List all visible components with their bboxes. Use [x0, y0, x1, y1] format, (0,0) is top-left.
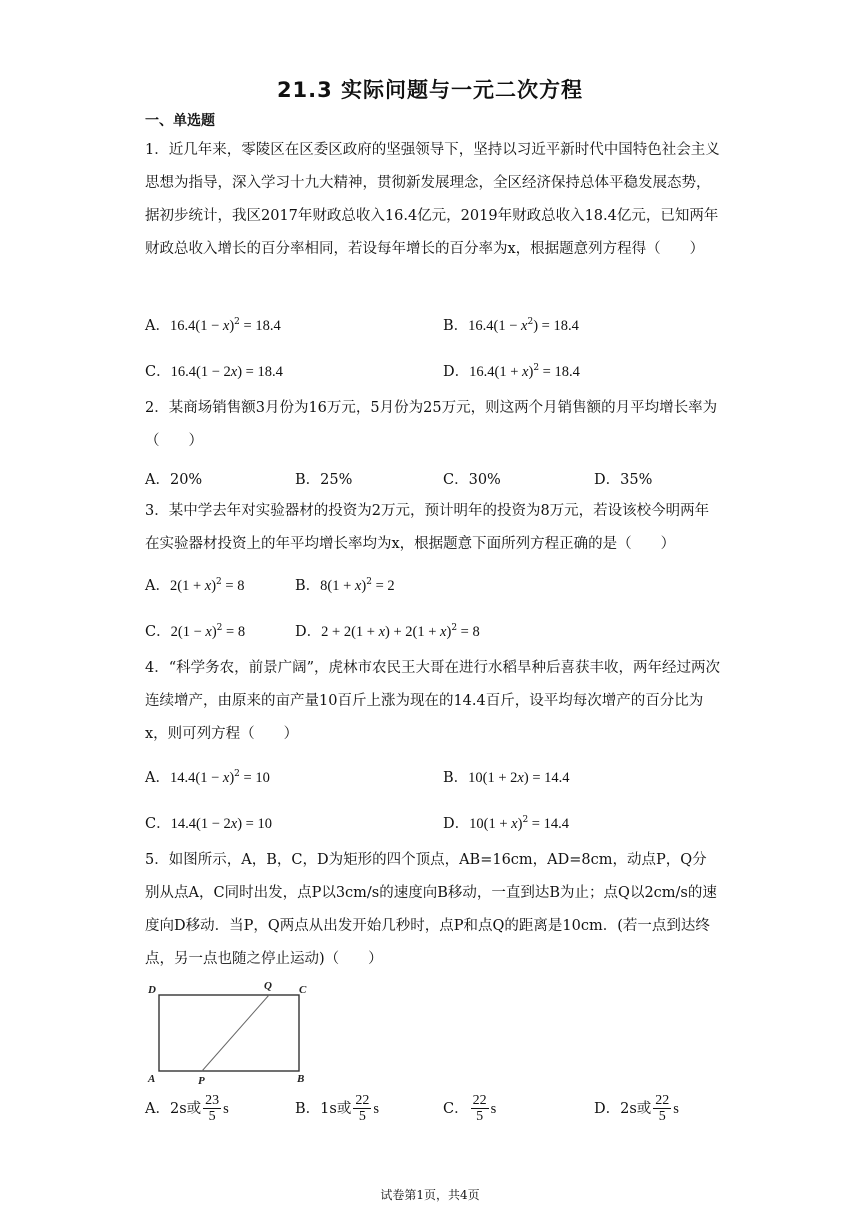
q5-option-c[interactable]: C． $\frac{22}{5}$ s	[443, 1093, 497, 1124]
q4-option-d[interactable]: D．$10(1 + x)^2 = 14.4$	[443, 815, 569, 832]
question-5-text: 5．如图所示，A，B，C，D为矩形的四个顶点，AB=16cm，AD=8cm，动点P，Q分别从点A，C同时出发，点P以3cm/s的速度向B移动，一直到达B为止；点Q以2cm/s的速度向D移动．当P，Q两点从出发开始几秒时，点P和点Q的距离是10cm．(若一点到达终点，另一点也随之停止运动)（ ）	[145, 852, 717, 967]
q3-option-b[interactable]: B．$8(1 + x)^2 = 2$	[295, 577, 395, 594]
label-c: C	[299, 984, 307, 996]
label-d: D	[148, 984, 156, 996]
question-4-text: 4．“科学务农，前景广阔”，虎林市农民王大哥在进行水稻旱种后喜获丰收，两年经过两次连续增产，由原来的亩产量10百斤上涨为现在的14.4百斤，设平均每次增产的百分比为x，则可列方程（ ）	[145, 660, 721, 742]
segment-pq	[202, 995, 269, 1071]
q3-option-a[interactable]: A．$2(1 + x)^2 = 8$	[145, 577, 245, 594]
q1-option-d[interactable]: D．$16.4(1 + x)^2 = 18.4$	[443, 363, 580, 380]
rectangle-diagram	[145, 978, 315, 1088]
q5-option-b[interactable]: B．1s或 $\frac{22}{5}$ s	[295, 1093, 379, 1124]
q1-option-c[interactable]: C．16.4(1 − 2x) = 18.4	[145, 364, 283, 380]
fraction: $\frac{22}{5}$	[655, 1093, 670, 1124]
q4-option-b[interactable]: B．10(1 + 2x) = 14.4	[443, 770, 570, 786]
question-1-text: 1．近几年来，零陵区在区委区政府的坚强领导下，坚持以习近平新时代中国特色社会主义思想为指导，深入学习十九大精神，贯彻新发展理念，全区经济保持总体平稳发展态势，据初步统计，我区2017年财政总收入16.4亿元，2019年财政总收入18.4亿元，已知两年财政总收入增长的百分率相同，若设每年增长的百分率为x，根据题意列方程得（ ）	[145, 142, 720, 257]
section-heading: 一、单选题	[145, 113, 215, 129]
fraction: $\frac{23}{5}$	[205, 1093, 220, 1124]
q5-option-a[interactable]: A．2s或 $\frac{23}{5}$ s	[145, 1093, 229, 1124]
fraction: $\frac{22}{5}$	[355, 1093, 370, 1124]
q2-option-d[interactable]: D．35%	[594, 472, 653, 488]
question-2-text: 2．某商场销售额3月份为16万元，5月份为25万元，则这两个月销售额的月平均增长率为（ ）	[145, 400, 718, 449]
rectangle-figure	[145, 978, 315, 1092]
fraction: $\frac{22}{5}$	[472, 1093, 487, 1124]
q4-option-a[interactable]: A．$14.4(1 - x)^2 = 10$	[145, 769, 270, 786]
q1-option-a[interactable]: A．$16.4(1 - x)^2 = 18.4$	[145, 317, 281, 334]
q3-option-d[interactable]: D．$2 + 2(1 + x) + 2(1 + x)^2 = 8$	[295, 623, 480, 640]
q5-option-d[interactable]: D．2s或 $\frac{22}{5}$ s	[594, 1093, 679, 1124]
question-3-text: 3．某中学去年对实验器材的投资为2万元，预计明年的投资为8万元，若设该校今明两年在实验器材投资上的年平均增长率均为x，根据题意下面所列方程正确的是（ ）	[145, 503, 710, 552]
label-a: A	[148, 1073, 156, 1085]
label-q: Q	[264, 980, 272, 992]
q4-option-c[interactable]: C．14.4(1 − 2x) = 10	[145, 816, 272, 832]
q2-option-b[interactable]: B．25%	[295, 472, 353, 488]
page-footer: 试卷第1页，共4页	[380, 1188, 480, 1202]
page-title: 21.3 实际问题与一元二次方程	[276, 78, 584, 102]
rectangle-abcd	[159, 995, 299, 1071]
q2-option-a[interactable]: A．20%	[145, 472, 203, 488]
q1-option-b[interactable]: B．$16.4(1 - x^2) = 18.4$	[443, 317, 579, 334]
q2-option-c[interactable]: C．30%	[443, 472, 501, 488]
label-p: P	[198, 1075, 205, 1087]
label-b: B	[297, 1073, 305, 1085]
q3-option-c[interactable]: C．$2(1 - x)^2 = 8$	[145, 623, 246, 640]
